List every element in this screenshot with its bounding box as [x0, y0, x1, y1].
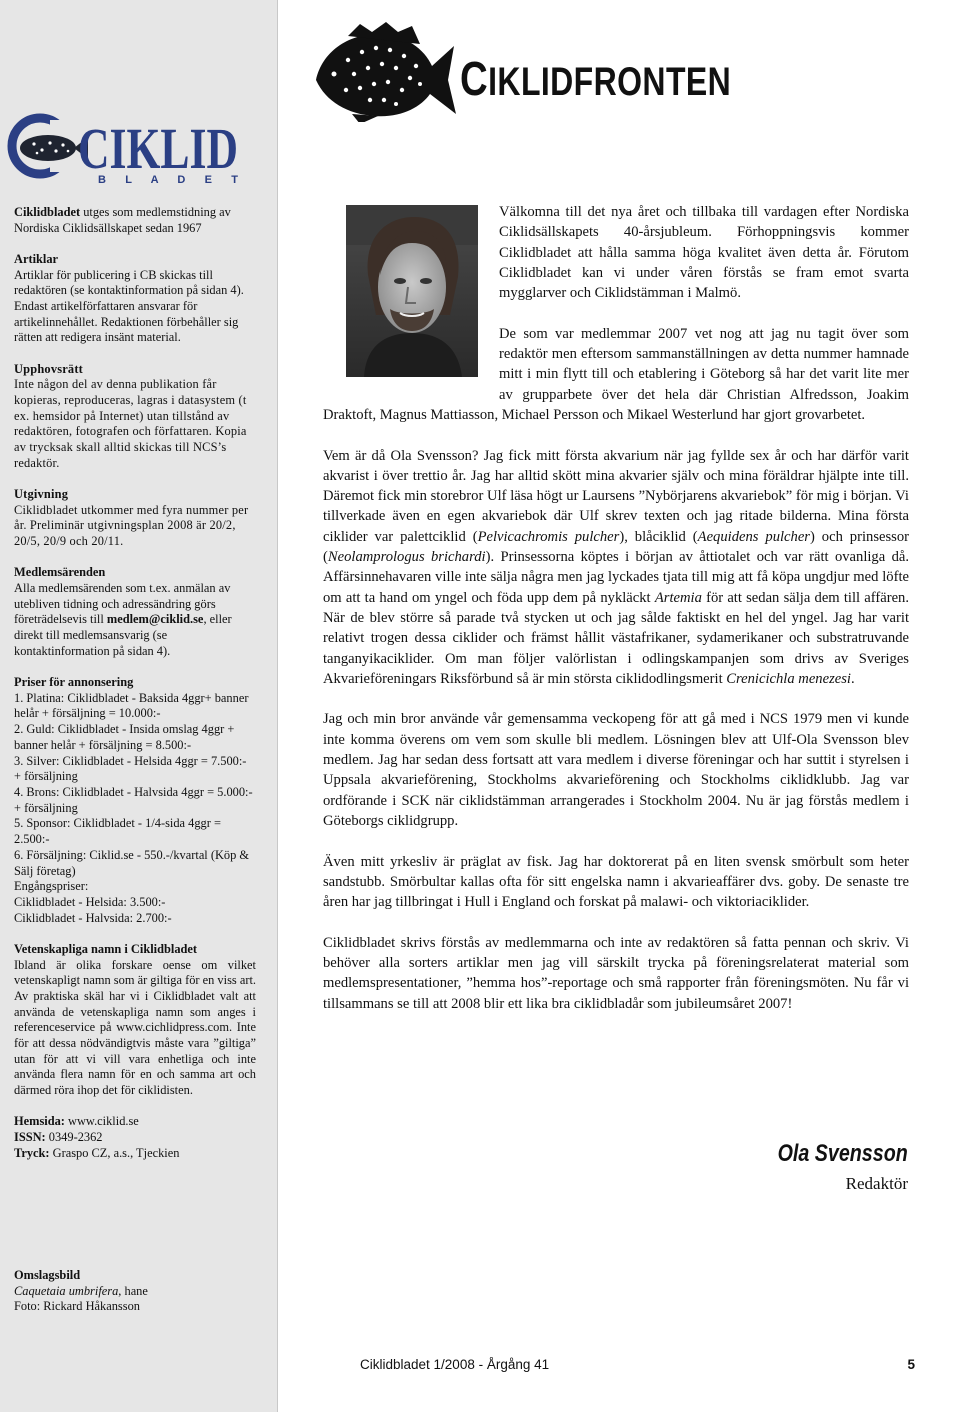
article-text: för att sedan sälja dem till affären. När de blev större så parade två stycken ut och jag sålde faktiskt en hel del yngel. Jag har varit relativt trogen dessa ciklider och främst hållit västafrikaner, sydamerikaner och substratruvande tanganyikaciklider. Om man följer valörlistan i odlingskampanjen som drivs av Sveriges Akvarieföreningars Riksförbund så är min största ciklidodlingsmerit	[323, 589, 909, 687]
upphovsratt-text: Inte någon del av denna publikation får kopieras, reproduceras, lagras i datasystem (t ex. hemsidor på Internet) utan tillstånd av redaktören, fotografen och författaren. Kopia av trycksak skall alltid skickas till NCS’s redaktör.	[14, 377, 247, 470]
issue-info: Ciklidbladet 1/2008 - Årgång 41	[360, 1357, 550, 1372]
signature-block	[749, 1140, 908, 1194]
contact-block	[14, 1114, 256, 1161]
ciklidbladet-logo	[6, 112, 246, 187]
price-line: 6. Försäljning: Ciklid.se - 550.-/kvartal (Köp & Sälj företag)	[14, 847, 250, 878]
utgivning-heading: Utgivning	[14, 487, 69, 502]
article-paragraph	[323, 446, 909, 690]
vetenskapliga-block	[14, 942, 256, 1099]
tryck-value: Graspo CZ, a.s., Tjeckien	[49, 1145, 180, 1160]
issn-label: ISSN:	[14, 1130, 46, 1145]
article-text: ) och prinsessor (	[323, 528, 909, 566]
artiklar-block	[14, 252, 256, 346]
price-line: 2. Guld: Ciklidbladet - Insida omslag 4ggr + banner helår + försäljning = 8.500:-	[14, 722, 235, 752]
vetenskapliga-heading: Vetenskapliga namn i Ciklidbladet	[14, 941, 198, 956]
medlem-email-link[interactable]: medlem@ciklid.se	[106, 612, 204, 627]
artiklar-heading: Artiklar	[14, 251, 59, 266]
hemsida-link[interactable]: www.ciklid.se	[64, 1114, 139, 1129]
article-paragraph: De som var medlemmar 2007 vet nog att jag nu tagit över som redaktör men eftersom sammanställningen av detta nummer hamnade mitt i min flytt till och etablering i Göteborg så har det varit lite mer av grupparbete över det hela där Christian Alfredsson, Joakim Draktoft, Magnus Mattiasson, Michael Persson och Mikael Westerlund har gjort grovarbetet.	[323, 325, 909, 423]
species-name: Artemia	[654, 589, 702, 606]
omslagsbild-photo-credit: Foto: Rickard Håkansson	[14, 1299, 140, 1314]
article-text: Vem är då Ola Svensson? Jag fick mitt första akvarium när jag fyllde sex år och har därför varit akvarist i över trettio år. Jag har alltid skött mina akvarier själv och mina föräldrar hjälpte inte till. Däremot fick min storebror Ulf läsa högt ur Laursens ”Nybörjarens akvariebok” för mig i början. Vi tillverkade även en egen akvariebok där Ulf skrev texten och jag ritade bilderna. Mina första ciklider var palettciklid (	[323, 447, 909, 545]
price-line: 1. Platina: Ciklidbladet - Baksida 4ggr+ banner helår + försäljning = 10.000:-	[14, 690, 249, 721]
hemsida-line	[14, 1114, 256, 1130]
artiklar-text: Artiklar för publicering i CB skickas till redaktören (se kontaktinformation på sidan 4). Endast artikelförfattaren ansvarar för artikelinnehållet. Redaktionen förbehåller sig rätten att redigera insänt material.	[14, 267, 244, 345]
vetenskapliga-text: Ibland är olika forskare oense om vilket vetenskapligt namn som är giltiga för en viss art. Av praktiska skäl har vi i Ciklidbladet valt att använda de vetenskapliga namn som anges i referenceservice på www.cichlidpress.com. Inte för att dessa nödvändigtvis måste vara ”giltiga” utan för att vi vill vara enhetliga och inte använda flera namn för en och samma art och därmed röra ihop det för ciklidisten.	[14, 957, 256, 1098]
price-line: Ciklidbladet - Helsida: 3.500:-	[14, 894, 166, 909]
intro-text: utges som medlemstidning av Nordiska Ciklidsällskapet sedan 1967	[14, 205, 231, 235]
cichlid-fish-icon	[308, 22, 458, 122]
price-line: Engångspriser:	[14, 879, 89, 894]
sidebar	[0, 0, 278, 1412]
hemsida-label: Hemsida:	[14, 1114, 65, 1129]
medlemsarenden-text-before: Alla medlemsärenden som t.ex. anmälan av utebliven tidning och adressändring görs företrädelsevis till	[14, 581, 231, 627]
intro-block	[14, 205, 256, 236]
logo-wordmark: CIKLID	[78, 116, 238, 181]
article-text: ), blåciklid (	[619, 528, 698, 545]
omslagsbild-sex: , hane	[118, 1283, 148, 1298]
price-line: 3. Silver: Ciklidbladet - Helsida 4ggr = 7.500:- + försäljning	[14, 753, 247, 784]
price-line: 4. Brons: Ciklidbladet - Halvsida 4ggr = 5.000:- + försäljning	[14, 785, 253, 815]
omslagsbild-block	[14, 1268, 254, 1315]
price-line: 5. Sponsor: Ciklidbladet - 1/4-sida 4ggr = 2.500:-	[14, 816, 221, 847]
article-paragraph: Välkomna till det nya året och tillbaka till vardagen efter Nordiska Ciklidsällskapets 40-årsjubleum. Förhoppningsvis kommer Ciklidbladet att hålla samma höga kvalitet även detta år. Förutom Ciklidbladet kan vi under våren förstås se fram emot svarta mygglarver och Ciklidstämman i Malmö.	[499, 204, 909, 302]
section-title-initial: C	[460, 53, 489, 106]
tryck-label: Tryck:	[14, 1145, 50, 1160]
species-name: Neolamprologus brichardi	[327, 549, 486, 566]
logo-subtext: B L A D E T	[98, 174, 238, 186]
species-name: Aequidens pulcher	[697, 528, 810, 545]
signature-role: Redaktör	[845, 1174, 908, 1193]
priser-block	[14, 675, 256, 926]
omslagsbild-species: Caquetaia umbrifera	[14, 1283, 119, 1298]
tryck-line	[14, 1146, 256, 1162]
issn-value: 0349-2362	[45, 1130, 103, 1145]
upphovsratt-block	[14, 362, 256, 472]
portrait-spacer	[323, 202, 499, 386]
medlemsarenden-text	[14, 581, 256, 660]
omslagsbild-species-line	[14, 1284, 254, 1300]
utgivning-text: Ciklidbladet utkommer med fyra nummer per år. Preliminär utgivningsplan 2008 är 20/2, 20/5, 20/9 och 20/11.	[14, 502, 249, 549]
medlemsarenden-block	[14, 565, 256, 659]
species-name: Crenicichla menezesi	[726, 670, 851, 687]
article-paragraph: Jag och min bror använde vår gemensamma veckopeng för att gå med i NCS 1979 men vi kunde inte komma överens om vem som skulle bli medlem. Lösningen blev att Ulf-Ola Svensson blev medlem. Jag har sedan dess fortsatt att vara medlem i diverse föreningar och har suttit i styrelsen i Uppsala akvarieförening, Stockholms akvarieförening och Stockholms ciklidklubb. Jag var ordförande i SCK när ciklidstämman arrangerades i Stockholm 2004. Nu är jag förstås medlem i Göteborgs ciklidgrupp.	[323, 711, 909, 829]
signature-name: Ola Svensson	[777, 1140, 908, 1167]
species-name: Pelvicachromis pulcher	[477, 528, 620, 545]
article-text: .	[850, 670, 855, 687]
priser-heading: Priser för annonsering	[14, 675, 134, 690]
article-text: ). Prinsessorna köptes i början av åttiotalet och var rätt ovanliga då. Affärsinnehavaren ville inte sälja några men jag lyckades tjata till mig att få köpa ungdjur med löfte om att ta hand om yngel och föda upp dem på nykläckt	[323, 549, 909, 606]
issn-line	[14, 1130, 256, 1146]
medlemsarenden-text-after: , eller direkt till medlemsansvarig (se kontaktinformation på sidan 4).	[14, 612, 232, 658]
price-line: Ciklidbladet - Halvsida: 2.700:-	[14, 910, 172, 925]
intro-name: Ciklidbladet	[14, 205, 81, 219]
sidebar-info	[14, 205, 256, 1177]
utgivning-block	[14, 487, 256, 550]
section-title	[460, 53, 732, 106]
editorial-article	[323, 202, 909, 1014]
medlemsarenden-heading: Medlemsärenden	[14, 565, 106, 580]
article-paragraph: Även mitt yrkesliv är präglat av fisk. Jag har doktorerat på en liten svensk smörbult som heter sandstubb. Smörbultar kallas ofta för sitt engelska namn i akvarieaffärer dvs. goby. De senaste tre åren har jag tillbringat i Hull i England och forskat på malawi- och viktoriaciklider.	[323, 853, 909, 911]
upphovsratt-heading: Upphovsrätt	[14, 361, 83, 376]
omslagsbild-heading: Omslagsbild	[14, 1268, 81, 1282]
page-number: 5	[907, 1357, 915, 1372]
section-title-rest: IKLIDFRONTEN	[488, 60, 732, 104]
article-paragraph: Ciklidbladet skrivs förstås av medlemmarna och inte av redaktören så fatta pennan och skriv. Vi behöver alla sorters artiklar men jag vill särskilt trycka på föreningsrelaterat material som medlemspresentationer, ”hemma hos”-reportage och små rapporter från föreningsmöten. Nu får vi tillsammans se till att 2008 blir ett lika bra ciklidbladår som jubileumsåret 2007!	[323, 934, 909, 1012]
